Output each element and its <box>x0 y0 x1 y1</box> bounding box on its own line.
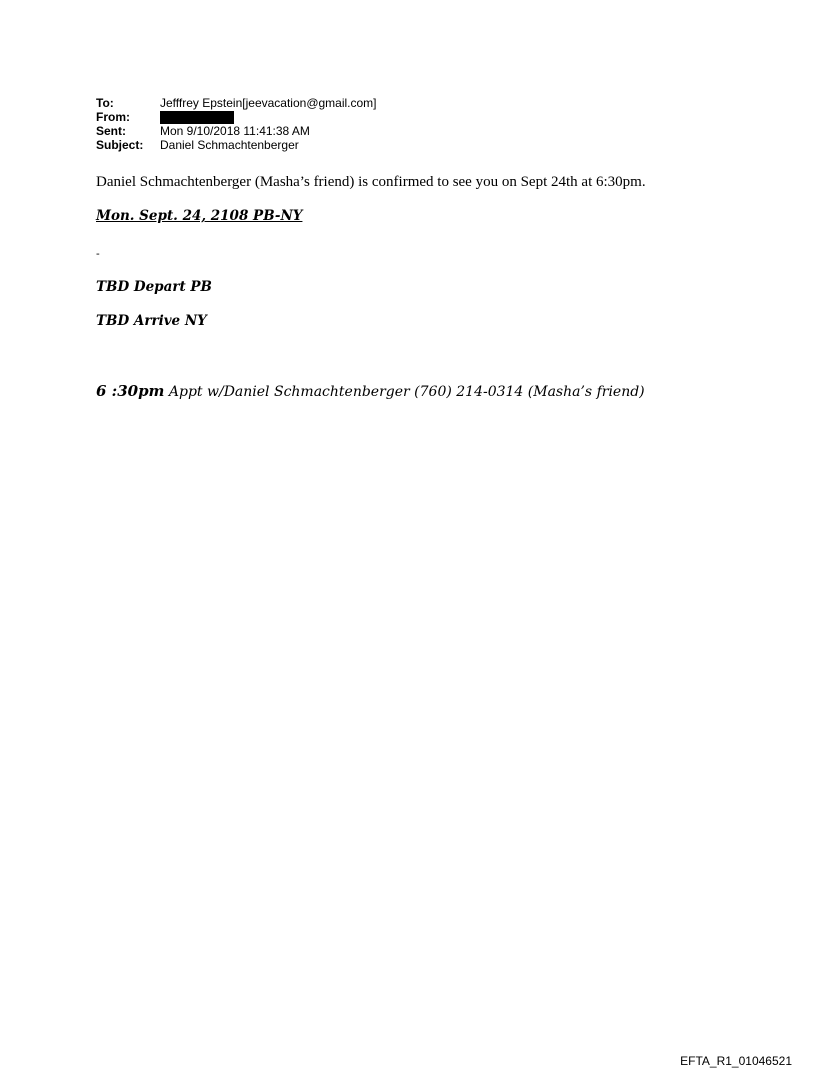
to-label: To: <box>96 96 114 110</box>
subject-label: Subject: <box>96 138 144 152</box>
appointment-detail: Appt w/Daniel Schmachtenberger (760) 214-0314 (Masha’s friend) <box>164 384 645 400</box>
subject-row <box>96 138 377 152</box>
to-value: Jefffrey Epstein[jeevacation@gmail.com] <box>160 96 377 110</box>
schedule-depart: TBD Depart PB <box>96 279 212 295</box>
schedule-dash: - <box>96 247 100 260</box>
sent-value: Mon 9/10/2018 11:41:38 AM <box>160 124 310 138</box>
document-id: EFTA_R1_01046521 <box>680 1054 792 1068</box>
sent-row <box>96 124 377 138</box>
schedule-date-heading: Mon. Sept. 24, 2108 PB-NY <box>96 208 303 224</box>
appointment-time: 6 :30pm <box>96 382 165 400</box>
to-row <box>96 96 377 110</box>
schedule-appointment <box>96 382 645 400</box>
subject-value: Daniel Schmachtenberger <box>160 138 299 152</box>
from-row <box>96 110 377 124</box>
email-header <box>96 96 377 152</box>
sent-label: Sent: <box>96 124 126 138</box>
redaction-block <box>160 111 234 124</box>
from-label: From: <box>96 110 130 124</box>
schedule-arrive: TBD Arrive NY <box>96 313 207 329</box>
message-body: Daniel Schmachtenberger (Masha’s friend) is confirmed to see you on Sept 24th at 6:30pm. <box>96 174 646 190</box>
